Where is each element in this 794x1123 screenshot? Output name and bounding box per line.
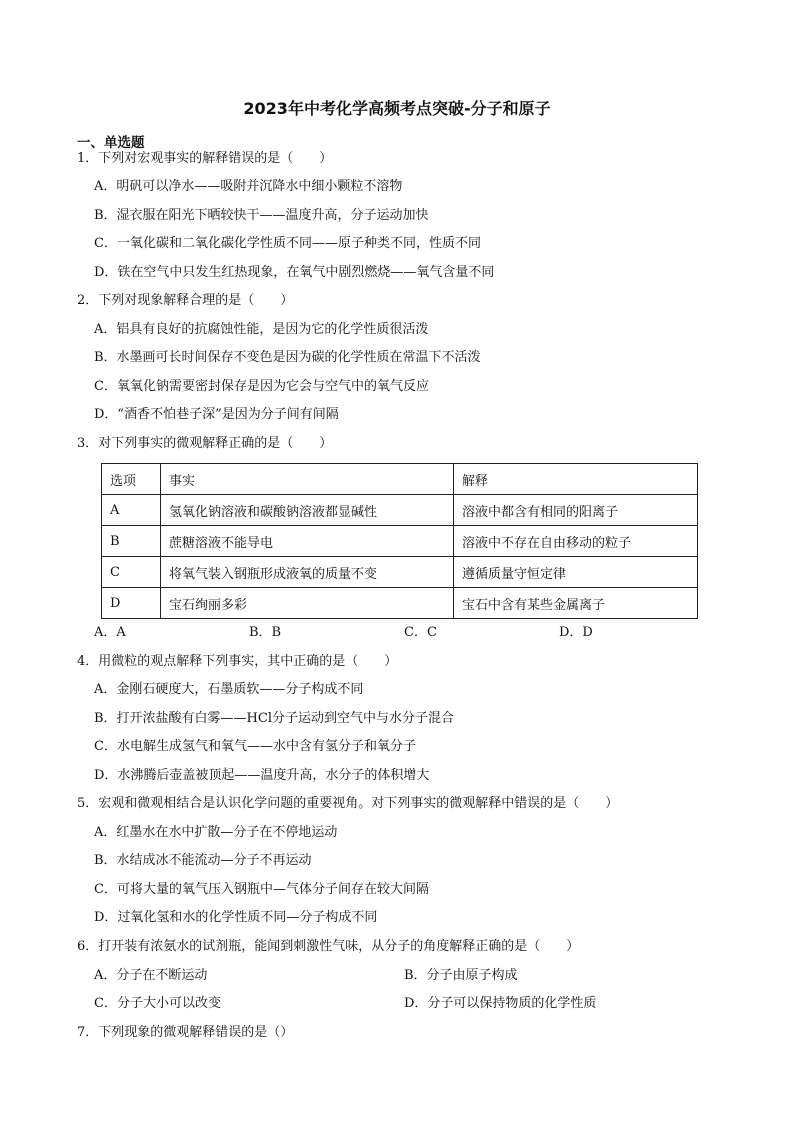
table-cell: D: [102, 588, 161, 619]
table-cell: 将氧气装入钢瓶形成液氧的质量不变: [161, 557, 454, 588]
table-cell: 宝石中含有某些金属离子: [454, 588, 698, 619]
question-3-option-c: C．C: [404, 625, 437, 640]
question-4-option-b: B．打开浓盐酸有白雾——HCl分子运动到空气中与水分子混合: [94, 711, 454, 726]
table-header-cell: 解释: [454, 464, 698, 495]
table-row: [102, 526, 698, 557]
table-header-row: [102, 464, 698, 495]
question-2-option-d: D．“酒香不怕巷子深”是因为分子间有间隔: [94, 407, 339, 422]
question-5-option-a: A．红墨水在水中扩散—分子在不停地运动: [94, 825, 338, 840]
question-6-stem: 6．打开装有浓氨水的试剂瓶，能闻到刺激性气味，从分子的角度解释正确的是（ ）: [77, 939, 580, 954]
question-6-option-c: C．分子大小可以改变: [94, 996, 221, 1011]
question-4-option-d: D．水沸腾后壶盖被顶起——温度升高，水分子的体积增大: [94, 768, 430, 783]
question-3-table: [101, 463, 698, 619]
question-3-stem: 3．对下列事实的微观解释正确的是（ ）: [77, 436, 333, 451]
table-cell: 遵循质量守恒定律: [454, 557, 698, 588]
table-header-cell: 事实: [161, 464, 454, 495]
table-cell: B: [102, 526, 161, 557]
table-header-cell: 选项: [102, 464, 161, 495]
table-cell: A: [102, 495, 161, 526]
question-5-stem: 5．宏观和微观相结合是认识化学问题的重要视角。对下列事实的微观解释中错误的是（ ）: [77, 796, 619, 811]
section-heading: 一、单选题: [77, 135, 145, 151]
question-1-stem: 1．下列对宏观事实的解释错误的是（ ）: [77, 151, 333, 166]
question-7-stem: 7．下列现象的微观解释错误的是（）: [77, 1025, 294, 1040]
question-5-option-d: D．过氧化氢和水的化学性质不同—分子构成不同: [94, 910, 378, 925]
table-cell: 宝石绚丽多彩: [161, 588, 454, 619]
question-5-option-c: C．可将大量的氧气压入钢瓶中—气体分子间存在较大间隔: [94, 882, 429, 897]
question-1-option-b: B．湿衣服在阳光下晒较快干——温度升高，分子运动加快: [94, 208, 429, 223]
table-cell: 溶液中都含有相同的阳离子: [454, 495, 698, 526]
question-2-option-b: B．水墨画可长时间保存不变色是因为碳的化学性质在常温下不活泼: [94, 350, 481, 365]
table-row: [102, 588, 698, 619]
question-6-option-b: B．分子由原子构成: [404, 968, 518, 983]
table-row: [102, 495, 698, 526]
question-4-option-c: C．水电解生成氢气和氧气——水中含有氢分子和氧分子: [94, 739, 416, 754]
page-title: 2023年中考化学高频考点突破-分子和原子: [243, 99, 551, 118]
question-1-option-d: D．铁在空气中只发生红热现象，在氧气中剧烈燃烧——氧气含量不同: [94, 265, 495, 280]
table-cell: 溶液中不存在自由移动的粒子: [454, 526, 698, 557]
question-6-option-d: D．分子可以保持物质的化学性质: [404, 996, 597, 1011]
table-row: [102, 557, 698, 588]
question-5-option-b: B．水结成冰不能流动—分子不再运动: [94, 853, 312, 868]
table-cell: 蔗糖溶液不能导电: [161, 526, 454, 557]
question-3-option-a: A．A: [94, 625, 126, 640]
question-2-option-a: A．铝具有良好的抗腐蚀性能，是因为它的化学性质很活泼: [94, 322, 429, 337]
question-2-option-c: C．氧氧化钠需要密封保存是因为它会与空气中的氧气反应: [94, 379, 429, 394]
question-4-stem: 4．用微粒的观点解释下列事实，其中正确的是（ ）: [77, 654, 398, 669]
question-6-option-a: A．分子在不断运动: [94, 968, 208, 983]
table-cell: C: [102, 557, 161, 588]
question-3-option-b: B．B: [249, 625, 282, 640]
table-cell: 氢氧化钠溶液和碳酸钠溶液都显碱性: [161, 495, 454, 526]
question-1-option-a: A．明矾可以净水——吸附并沉降水中细小颗粒不溶物: [94, 179, 403, 194]
question-3-option-d: D．D: [559, 625, 593, 640]
question-2-stem: 2．下列对现象解释合理的是（ ）: [77, 293, 294, 308]
question-4-option-a: A．金刚石硬度大，石墨质软——分子构成不同: [94, 682, 364, 697]
question-1-option-c: C．一氧化碳和二氧化碳化学性质不同——原子种类不同，性质不同: [94, 236, 481, 251]
